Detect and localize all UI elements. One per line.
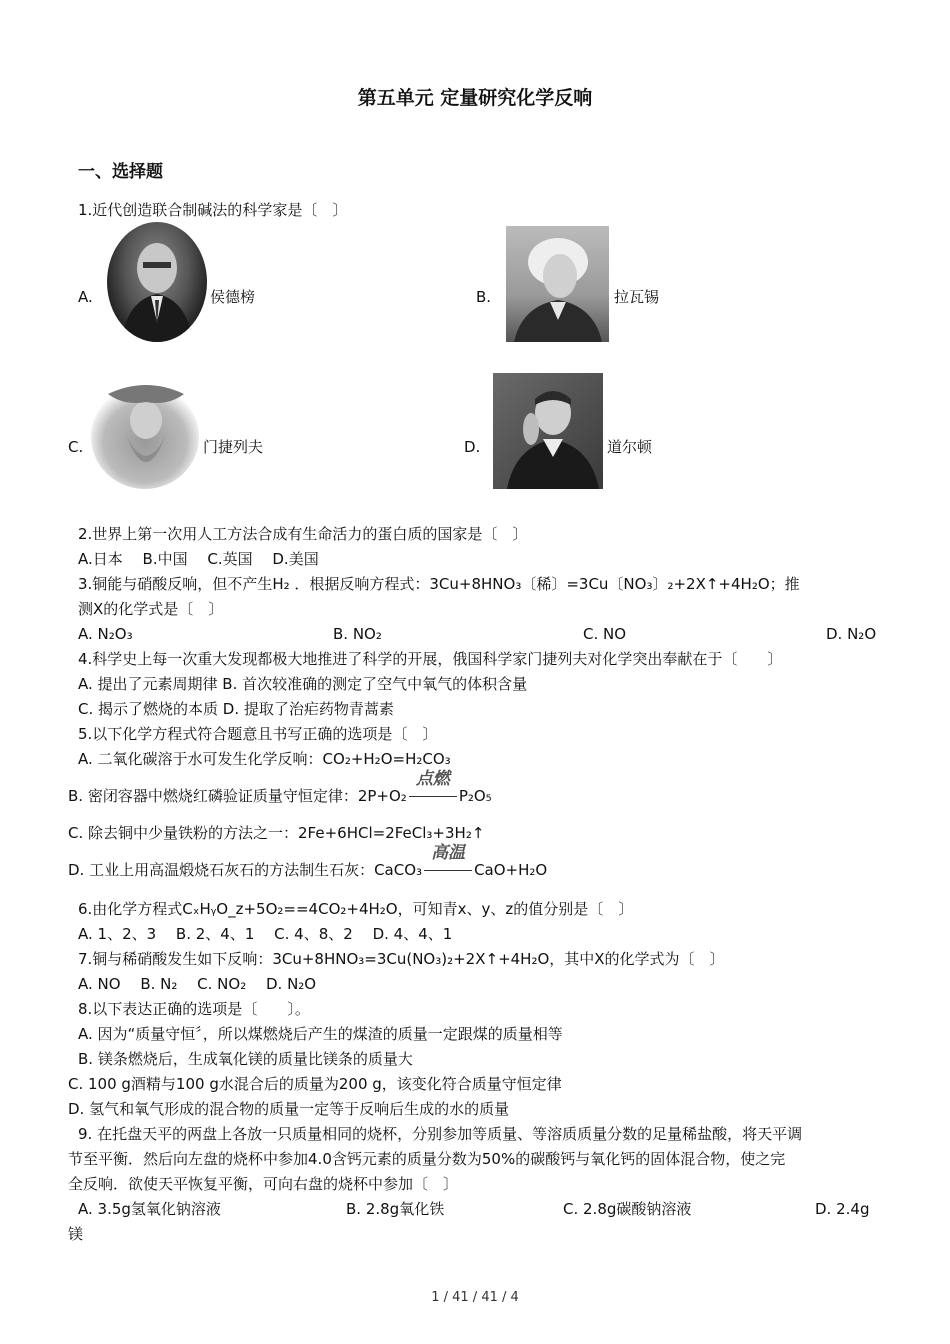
q5-option-b-reactants: B. 密闭容器中燃烧红磷验证质量守恒定律：2P+O₂ — [68, 787, 407, 805]
q3-stem-line-2: 测X的化学式是〔 〕 — [78, 600, 224, 618]
q8-option-b: B. 镁条燃烧后，生成氧化镁的质量比镁条的质量大 — [78, 1050, 413, 1068]
q5-stem: 5.以下化学方程式符合题意且书写正确的选项是〔 〕 — [78, 725, 438, 743]
q9-option-c: C. 2.8g碳酸钠溶液 — [563, 1200, 692, 1218]
q5-option-d-condition — [422, 843, 474, 880]
q5-option-b — [68, 769, 492, 806]
q9-option-d-wrap: 镁 — [68, 1225, 84, 1243]
q8-stem: 8.以下表达正确的选项是〔 〕。 — [78, 1000, 310, 1018]
reaction-arrow-bar — [409, 796, 457, 797]
page-title: 第五单元 定量研究化学反响 — [357, 87, 593, 109]
q2-stem: 2.世界上第一次用人工方法合成有生命活力的蛋白质的国家是〔 〕 — [78, 525, 528, 543]
q4-stem: 4.科学史上每一次重大发现都极大地推进了科学的开展，俄国科学家门捷列夫对化学突出奉献在于〔 〕 — [78, 650, 783, 668]
lavoisier-portrait — [506, 226, 609, 342]
q6-stem: 6.由化学方程式CₓHᵧO_z+5O₂==4CO₂+4H₂O，可知青x、y、z的值分别是〔 〕 — [78, 900, 634, 918]
q9-option-b: B. 2.8g氧化铁 — [346, 1200, 445, 1218]
q3-option-b: B. NO₂ — [333, 625, 382, 643]
q8-option-c: C. 100 g酒精与100 g水混合后的质量为200 g，该变化符合质量守恒定律 — [68, 1075, 562, 1093]
q3-option-d: D. N₂O — [826, 625, 877, 643]
ignite-condition-label: 点燃 — [415, 769, 450, 789]
q1-stem: 1.近代创造联合制碱法的科学家是〔 〕 — [78, 201, 348, 219]
q1-option-c-letter: C. — [68, 438, 84, 456]
q5-option-b-condition — [407, 769, 459, 806]
q5-option-d-products: CaO+H₂O — [474, 861, 548, 879]
high-temp-condition-label: 高温 — [431, 843, 466, 863]
mendeleev-portrait — [88, 382, 202, 492]
q1-option-d-name: 道尔顿 — [607, 438, 653, 456]
q1-option-b-letter: B. — [476, 288, 492, 306]
q5-option-a: A. 二氧化碳溶于水可发生化学反响：CO₂+H₂O=H₂CO₃ — [78, 750, 451, 768]
q4-options-ab: A. 提出了元素周期律 B. 首次较准确的测定了空气中氧气的体积含量 — [78, 675, 528, 693]
q8-option-a: A. 因为“质量守恒〞，所以煤燃烧后产生的煤渣的质量一定跟煤的质量相等 — [78, 1025, 563, 1043]
q9-option-d: D. 2.4g — [815, 1200, 870, 1218]
q1-option-a-letter: A. — [78, 288, 93, 306]
reaction-arrow-bar — [424, 870, 472, 871]
q4-options-cd: C. 揭示了燃烧的本质 D. 提取了治疟药物青蒿素 — [78, 700, 394, 718]
q7-stem: 7.铜与稀硝酸发生如下反响：3Cu+8HNO₃=3Cu(NO₃)₂+2X↑+4H₂O，其中X的化学式为〔 〕 — [78, 950, 725, 968]
q9-stem-line-1: 9. 在托盘天平的两盘上各放一只质量相同的烧杯，分别参加等质量、等溶质质量分数的足量稀盐酸，将天平调 — [78, 1125, 803, 1143]
q9-stem-line-2: 节至平衡．然后向左盘的烧杯中参加4.0含钙元素的质量分数为50%的碳酸钙与氧化钙的固体混合物，使之完 — [68, 1150, 786, 1168]
q5-option-b-products: P₂O₅ — [458, 787, 492, 805]
q1-option-c-name: 门捷列夫 — [203, 438, 264, 456]
q7-options: A. NO B. N₂ C. NO₂ D. N₂O — [78, 975, 317, 993]
q1-option-d-letter: D. — [464, 438, 481, 456]
q2-options: A.日本 B.中国 C.英国 D.美国 — [78, 550, 319, 568]
q1-option-a-name: 侯德榜 — [210, 288, 256, 306]
q3-option-c: C. NO — [583, 625, 627, 643]
q1-option-b-name: 拉瓦锡 — [614, 288, 660, 306]
q5-option-d — [68, 843, 548, 880]
section-heading: 一、选择题 — [78, 162, 163, 182]
q3-stem-line-1: 3.铜能与硝酸反响，但不产生H₂ ．根据反响方程式：3Cu+8HNO₃〔稀〕=3Cu〔NO₃〕₂+2X↑+4H₂O；推 — [78, 575, 800, 593]
page-number: 1 / 41 / 41 / 4 — [431, 1290, 519, 1305]
hou-debang-portrait — [107, 222, 207, 342]
q8-option-d: D. 氢气和氧气形成的混合物的质量一定等于反响后生成的水的质量 — [68, 1100, 510, 1118]
dalton-portrait — [493, 373, 603, 489]
q5-option-c: C. 除去铜中少量铁粉的方法之一：2Fe+6HCl=2FeCl₃+3H₂↑ — [68, 824, 485, 842]
q5-option-d-reactants: D. 工业上用高温煅烧石灰石的方法制生石灰：CaCO₃ — [68, 861, 423, 879]
q6-options: A. 1、2、3 B. 2、4、1 C. 4、8、2 D. 4、4、1 — [78, 925, 453, 943]
q9-option-a: A. 3.5g氢氧化钠溶液 — [78, 1200, 221, 1218]
q3-option-a: A. N₂O₃ — [78, 625, 133, 643]
q9-stem-line-3: 全反响．欲使天平恢复平衡，可向右盘的烧杯中参加〔 〕 — [68, 1175, 459, 1193]
